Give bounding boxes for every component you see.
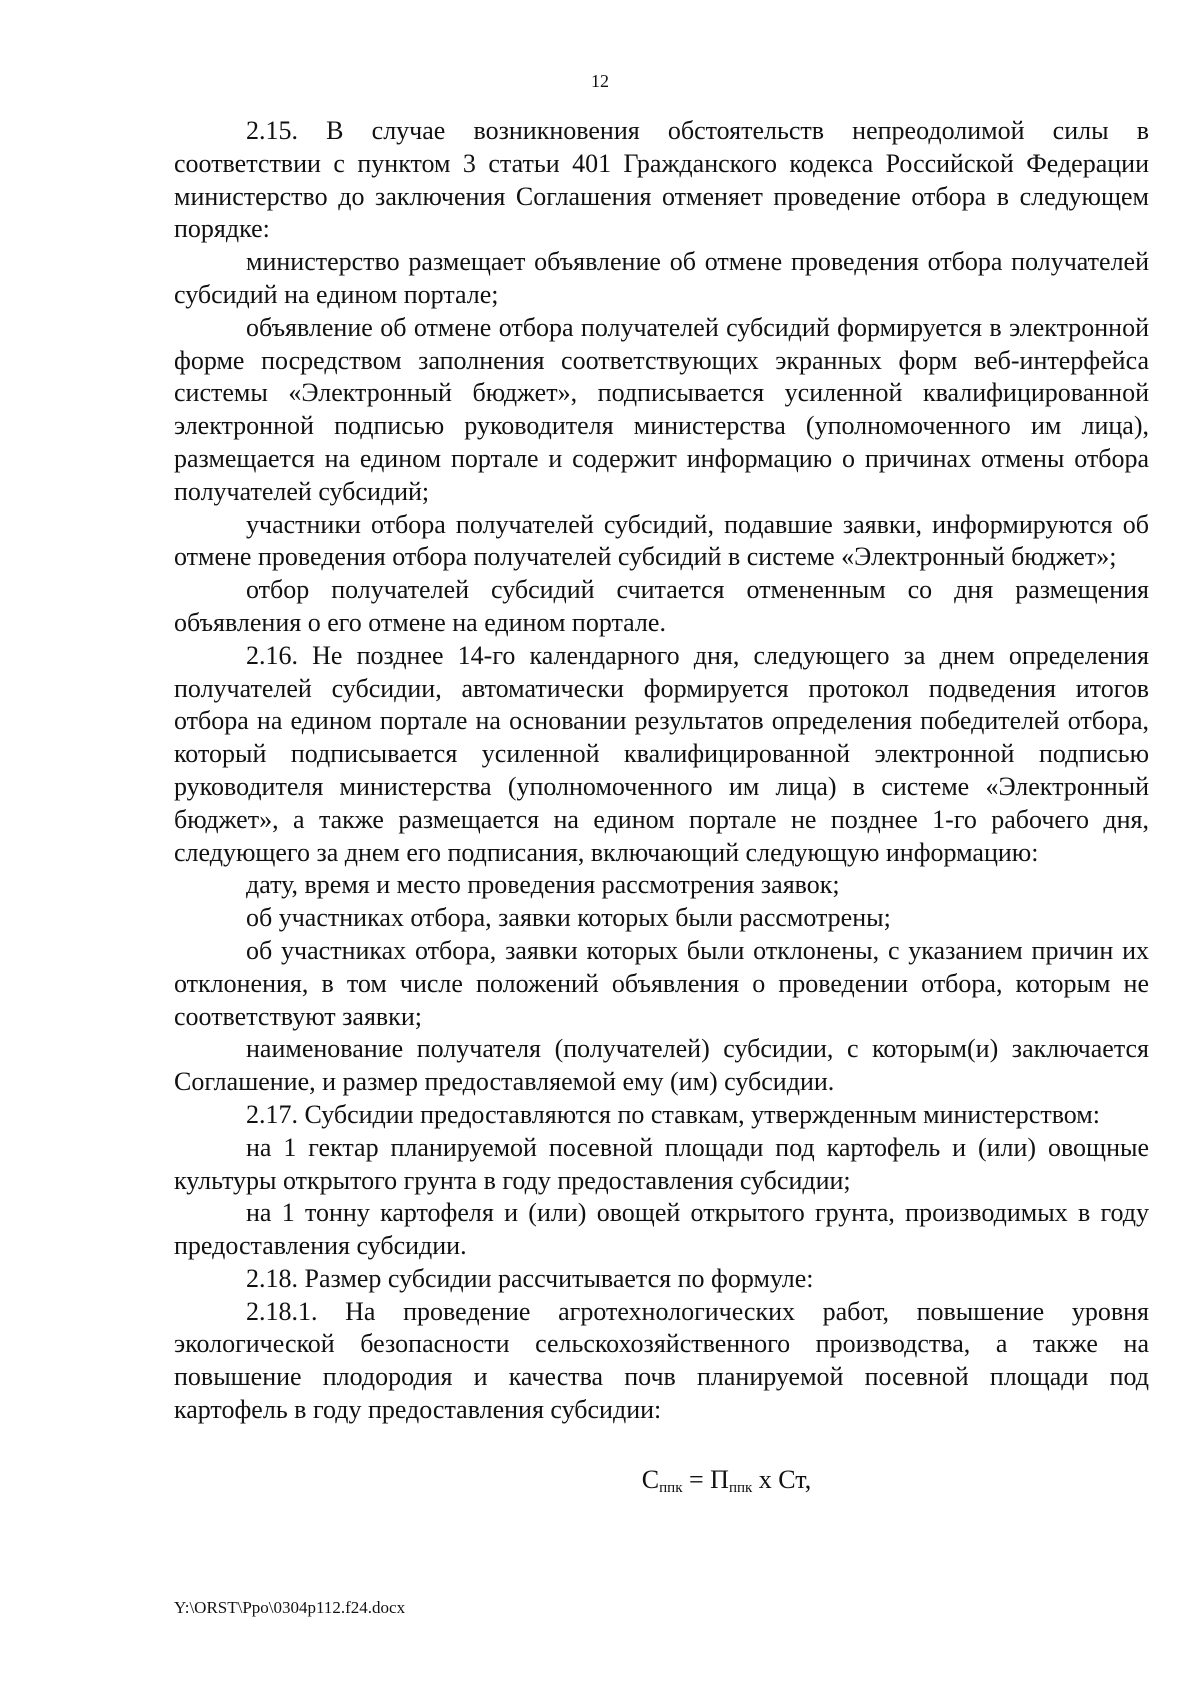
paragraph: наименование получателя (получателей) субсидии, с которым(и) заключается Соглашение, и размер предоставляемой ему (им) субсидии. bbox=[174, 1034, 1149, 1097]
paragraph-2-17: 2.17. Субсидии предоставляются по ставкам, утвержденным министерством: bbox=[246, 1099, 1100, 1129]
paragraph-2-16: 2.16. Не позднее 14-го календарного дня, следующего за днем определения получателей субсидии, автоматически формируется протокол подведения итогов отбора на едином портале на основании результатов определения победителей отбора, который подписывается усиленной квалифицированной электронной подписью руководителя министерства (уполномоченного им лица) в системе «Электронный бюджет», а также размещается на едином портале не позднее 1-го рабочего дня, следующего за днем его подписания, включающий следующую информацию: bbox=[174, 640, 1149, 867]
footer-file-path: Y:\ORST\Ppo\0304p112.f24.docx bbox=[174, 1598, 406, 1617]
paragraph: участники отбора получателей субсидий, подавшие заявки, информируются об отмене проведения отбора получателей субсидий в системе «Электронный бюджет»; bbox=[174, 509, 1149, 572]
paragraph: на 1 гектар планируемой посевной площади под картофель и (или) овощные культуры открытого грунта в году предоставления субсидии; bbox=[174, 1132, 1149, 1195]
paragraph: отбор получателей субсидий считается отмененным со дня размещения объявления о его отмене на едином портале. bbox=[174, 575, 1149, 637]
subsidy-formula bbox=[174, 1464, 1149, 1504]
paragraph-2-18-1: 2.18.1. На проведение агротехнологических работ, повышение уровня экологической безопасности сельскохозяйственного производства, а также на повышение плодородия и качества почв планируемой посевной площади под картофель в году предоставления субсидии: bbox=[174, 1296, 1149, 1425]
formula-c: С bbox=[641, 1464, 660, 1494]
formula-p-subscript: ппк bbox=[728, 1479, 753, 1496]
document-body bbox=[174, 115, 1149, 1504]
paragraph: об участниках отбора, заявки которых были отклонены, с указанием причин их отклонения, в том числе положений объявления о проведении отбора, которым не соответствуют заявки; bbox=[174, 935, 1149, 1031]
formula-equals: = bbox=[682, 1464, 711, 1494]
paragraph-2-15: 2.15. В случае возникновения обстоятельств непреодолимой силы в соответствии с пунктом 3 статьи 401 Гражданского кодекса Российской Федерации министерство до заключения Соглашения отменяет проведение отбора в следующем порядке: bbox=[174, 116, 1149, 244]
paragraph: министерство размещает объявление об отмене проведения отбора получателей субсидий на едином портале; bbox=[174, 247, 1149, 309]
page-number: 12 bbox=[591, 71, 609, 91]
formula-p: П bbox=[710, 1464, 729, 1494]
paragraph-2-18: 2.18. Размер субсидии рассчитывается по формуле: bbox=[246, 1263, 814, 1293]
formula-rest: х Ст, bbox=[752, 1464, 812, 1494]
paragraph: дату, время и место проведения рассмотрения заявок; bbox=[246, 870, 840, 900]
formula-c-subscript: ппк bbox=[659, 1479, 683, 1496]
paragraph: на 1 тонну картофеля и (или) овощей открытого грунта, производимых в году предоставления субсидии. bbox=[174, 1198, 1149, 1261]
paragraph: объявление об отмене отбора получателей субсидий формируется в электронной форме посредством заполнения соответствующих экранных форм веб-интерфейса системы «Электронный бюджет», подписывается усиленной квалифицированной электронной подписью руководителя министерства (уполномоченного им лица), размещается на едином портале и содержит информацию о причинах отмены отбора получателей субсидий; bbox=[174, 312, 1149, 506]
paragraph: об участниках отбора, заявки которых были рассмотрены; bbox=[246, 903, 891, 933]
